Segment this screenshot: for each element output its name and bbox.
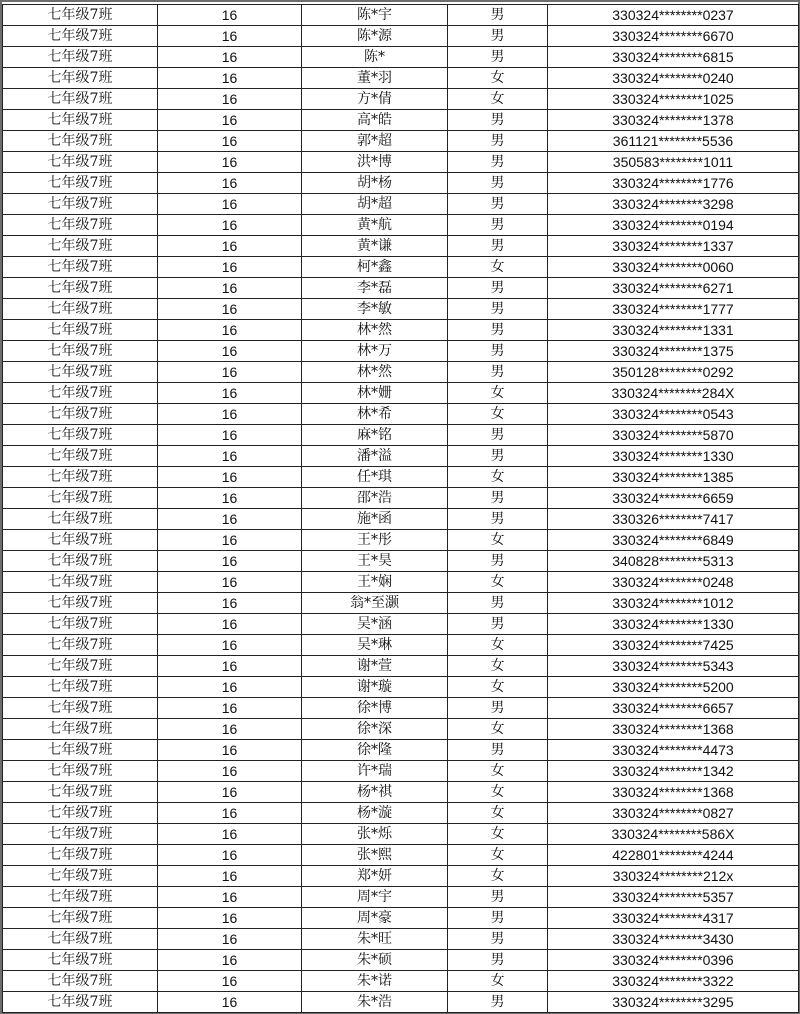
- number-cell: 16: [158, 5, 302, 26]
- id-number-cell: 330324********1012: [548, 593, 799, 614]
- class-cell: 七年级7班: [3, 173, 158, 194]
- gender-cell: 女: [448, 677, 548, 698]
- gender-cell: 男: [448, 341, 548, 362]
- student-name-cell: 李*敏: [302, 299, 448, 320]
- class-cell: 七年级7班: [3, 572, 158, 593]
- gender-cell: 男: [448, 278, 548, 299]
- table-row: [3, 5, 799, 26]
- table-row: [3, 68, 799, 89]
- gender-cell: 男: [448, 194, 548, 215]
- id-number-cell: 330324********3298: [548, 194, 799, 215]
- gender-cell: 男: [448, 887, 548, 908]
- class-cell: 七年级7班: [3, 866, 158, 887]
- gender-cell: 男: [448, 908, 548, 929]
- student-name-cell: 朱*硕: [302, 950, 448, 971]
- student-name-cell: 朱*旺: [302, 929, 448, 950]
- number-cell: 16: [158, 110, 302, 131]
- table-row: [3, 908, 799, 929]
- id-number-cell: 330324********1777: [548, 299, 799, 320]
- student-name-cell: 朱*诺: [302, 971, 448, 992]
- gender-cell: 男: [448, 509, 548, 530]
- id-number-cell: 330324********7425: [548, 635, 799, 656]
- gender-cell: 女: [448, 656, 548, 677]
- student-name-cell: 杨*祺: [302, 782, 448, 803]
- id-number-cell: 330324********6849: [548, 530, 799, 551]
- student-name-cell: 翁*至灏: [302, 593, 448, 614]
- class-cell: 七年级7班: [3, 467, 158, 488]
- class-cell: 七年级7班: [3, 362, 158, 383]
- class-cell: 七年级7班: [3, 614, 158, 635]
- student-name-cell: 郑*妍: [302, 866, 448, 887]
- table-row: [3, 614, 799, 635]
- number-cell: 16: [158, 89, 302, 110]
- gender-cell: 男: [448, 362, 548, 383]
- gender-cell: 女: [448, 845, 548, 866]
- class-cell: 七年级7班: [3, 383, 158, 404]
- class-cell: 七年级7班: [3, 488, 158, 509]
- id-number-cell: 330324********586X: [548, 824, 799, 845]
- id-number-cell: 330324********0237: [548, 5, 799, 26]
- table-row: [3, 257, 799, 278]
- number-cell: 16: [158, 698, 302, 719]
- id-number-cell: 330324********3295: [548, 992, 799, 1013]
- class-cell: 七年级7班: [3, 887, 158, 908]
- class-cell: 七年级7班: [3, 635, 158, 656]
- id-number-cell: 330324********5343: [548, 656, 799, 677]
- id-number-cell: 330324********0194: [548, 215, 799, 236]
- gender-cell: 男: [448, 5, 548, 26]
- student-name-cell: 许*瑞: [302, 761, 448, 782]
- id-number-cell: 330324********1368: [548, 782, 799, 803]
- gender-cell: 女: [448, 971, 548, 992]
- table-row: [3, 320, 799, 341]
- table-row: [3, 635, 799, 656]
- gender-cell: 男: [448, 425, 548, 446]
- table-row: [3, 215, 799, 236]
- number-cell: 16: [158, 446, 302, 467]
- gender-cell: 女: [448, 719, 548, 740]
- table-row: [3, 740, 799, 761]
- id-number-cell: 330326********7417: [548, 509, 799, 530]
- table-row: [3, 509, 799, 530]
- table-row: [3, 299, 799, 320]
- number-cell: 16: [158, 152, 302, 173]
- class-cell: 七年级7班: [3, 929, 158, 950]
- table-row: [3, 383, 799, 404]
- class-cell: 七年级7班: [3, 5, 158, 26]
- table-row: [3, 761, 799, 782]
- number-cell: 16: [158, 677, 302, 698]
- table-row: [3, 362, 799, 383]
- class-cell: 七年级7班: [3, 908, 158, 929]
- number-cell: 16: [158, 68, 302, 89]
- class-cell: 七年级7班: [3, 194, 158, 215]
- class-cell: 七年级7班: [3, 677, 158, 698]
- class-cell: 七年级7班: [3, 236, 158, 257]
- id-number-cell: 330324********0240: [548, 68, 799, 89]
- number-cell: 16: [158, 950, 302, 971]
- number-cell: 16: [158, 194, 302, 215]
- table-row: [3, 446, 799, 467]
- id-number-cell: 330324********1385: [548, 467, 799, 488]
- student-name-cell: 董*羽: [302, 68, 448, 89]
- table-row: [3, 950, 799, 971]
- student-name-cell: 潘*溢: [302, 446, 448, 467]
- id-number-cell: 330324********0060: [548, 257, 799, 278]
- gender-cell: 男: [448, 698, 548, 719]
- student-name-cell: 洪*博: [302, 152, 448, 173]
- student-name-cell: 高*皓: [302, 110, 448, 131]
- gender-cell: 女: [448, 467, 548, 488]
- table-row: [3, 194, 799, 215]
- table-row: [3, 467, 799, 488]
- number-cell: 16: [158, 803, 302, 824]
- class-cell: 七年级7班: [3, 47, 158, 68]
- student-name-cell: 吴*涵: [302, 614, 448, 635]
- table-row: [3, 887, 799, 908]
- student-name-cell: 王*昊: [302, 551, 448, 572]
- gender-cell: 女: [448, 824, 548, 845]
- student-name-cell: 徐*深: [302, 719, 448, 740]
- table-row: [3, 971, 799, 992]
- student-name-cell: 陈*源: [302, 26, 448, 47]
- table-row: [3, 152, 799, 173]
- student-name-cell: 任*琪: [302, 467, 448, 488]
- table-row: [3, 236, 799, 257]
- student-name-cell: 郭*超: [302, 131, 448, 152]
- gender-cell: 男: [448, 551, 548, 572]
- id-number-cell: 330324********1025: [548, 89, 799, 110]
- class-cell: 七年级7班: [3, 278, 158, 299]
- table-row: [3, 488, 799, 509]
- student-name-cell: 胡*超: [302, 194, 448, 215]
- student-name-cell: 施*函: [302, 509, 448, 530]
- table-row: [3, 26, 799, 47]
- class-cell: 七年级7班: [3, 803, 158, 824]
- class-cell: 七年级7班: [3, 404, 158, 425]
- id-number-cell: 330324********4473: [548, 740, 799, 761]
- class-cell: 七年级7班: [3, 89, 158, 110]
- id-number-cell: 350128********0292: [548, 362, 799, 383]
- student-name-cell: 周*宇: [302, 887, 448, 908]
- table-row: [3, 593, 799, 614]
- number-cell: 16: [158, 215, 302, 236]
- student-name-cell: 王*彤: [302, 530, 448, 551]
- class-cell: 七年级7班: [3, 320, 158, 341]
- number-cell: 16: [158, 383, 302, 404]
- gender-cell: 女: [448, 68, 548, 89]
- id-number-cell: 330324********5200: [548, 677, 799, 698]
- number-cell: 16: [158, 425, 302, 446]
- number-cell: 16: [158, 845, 302, 866]
- student-name-cell: 林*姗: [302, 383, 448, 404]
- gender-cell: 女: [448, 782, 548, 803]
- table-row: [3, 278, 799, 299]
- table-row: [3, 929, 799, 950]
- student-name-cell: 邵*浩: [302, 488, 448, 509]
- gender-cell: 男: [448, 320, 548, 341]
- class-cell: 七年级7班: [3, 68, 158, 89]
- class-cell: 七年级7班: [3, 761, 158, 782]
- number-cell: 16: [158, 782, 302, 803]
- table-row: [3, 656, 799, 677]
- number-cell: 16: [158, 26, 302, 47]
- class-cell: 七年级7班: [3, 740, 158, 761]
- number-cell: 16: [158, 635, 302, 656]
- student-name-cell: 柯*鑫: [302, 257, 448, 278]
- table-row: [3, 341, 799, 362]
- id-number-cell: 330324********1330: [548, 446, 799, 467]
- number-cell: 16: [158, 299, 302, 320]
- class-cell: 七年级7班: [3, 131, 158, 152]
- gender-cell: 男: [448, 173, 548, 194]
- gender-cell: 男: [448, 26, 548, 47]
- gender-cell: 男: [448, 992, 548, 1013]
- id-number-cell: 330324********0543: [548, 404, 799, 425]
- table-row: [3, 782, 799, 803]
- number-cell: 16: [158, 320, 302, 341]
- id-number-cell: 361121********5536: [548, 131, 799, 152]
- gender-cell: 女: [448, 761, 548, 782]
- student-name-cell: 麻*铭: [302, 425, 448, 446]
- number-cell: 16: [158, 509, 302, 530]
- student-name-cell: 杨*漩: [302, 803, 448, 824]
- number-cell: 16: [158, 47, 302, 68]
- id-number-cell: 330324********6657: [548, 698, 799, 719]
- number-cell: 16: [158, 824, 302, 845]
- roster-table-body: [3, 5, 799, 1013]
- number-cell: 16: [158, 362, 302, 383]
- class-cell: 七年级7班: [3, 824, 158, 845]
- gender-cell: 男: [448, 929, 548, 950]
- number-cell: 16: [158, 131, 302, 152]
- class-cell: 七年级7班: [3, 257, 158, 278]
- number-cell: 16: [158, 866, 302, 887]
- gender-cell: 男: [448, 299, 548, 320]
- id-number-cell: 330324********1342: [548, 761, 799, 782]
- student-name-cell: 黄*谦: [302, 236, 448, 257]
- number-cell: 16: [158, 572, 302, 593]
- id-number-cell: 330324********5870: [548, 425, 799, 446]
- class-cell: 七年级7班: [3, 215, 158, 236]
- gender-cell: 女: [448, 803, 548, 824]
- class-cell: 七年级7班: [3, 530, 158, 551]
- number-cell: 16: [158, 530, 302, 551]
- id-number-cell: 330324********1331: [548, 320, 799, 341]
- table-row: [3, 110, 799, 131]
- class-cell: 七年级7班: [3, 593, 158, 614]
- class-cell: 七年级7班: [3, 656, 158, 677]
- student-name-cell: 林*然: [302, 320, 448, 341]
- student-name-cell: 李*磊: [302, 278, 448, 299]
- number-cell: 16: [158, 761, 302, 782]
- class-cell: 七年级7班: [3, 551, 158, 572]
- number-cell: 16: [158, 173, 302, 194]
- student-name-cell: 谢*萱: [302, 656, 448, 677]
- number-cell: 16: [158, 341, 302, 362]
- table-row: [3, 404, 799, 425]
- gender-cell: 男: [448, 593, 548, 614]
- table-row: [3, 866, 799, 887]
- table-row: [3, 845, 799, 866]
- class-cell: 七年级7班: [3, 446, 158, 467]
- class-cell: 七年级7班: [3, 992, 158, 1013]
- number-cell: 16: [158, 740, 302, 761]
- number-cell: 16: [158, 614, 302, 635]
- student-name-cell: 林*万: [302, 341, 448, 362]
- gender-cell: 男: [448, 740, 548, 761]
- gender-cell: 男: [448, 236, 548, 257]
- table-row: [3, 824, 799, 845]
- id-number-cell: 330324********3430: [548, 929, 799, 950]
- id-number-cell: 330324********6271: [548, 278, 799, 299]
- roster-table: [2, 4, 799, 1013]
- number-cell: 16: [158, 992, 302, 1013]
- number-cell: 16: [158, 467, 302, 488]
- table-row: [3, 173, 799, 194]
- gender-cell: 男: [448, 110, 548, 131]
- number-cell: 16: [158, 929, 302, 950]
- student-name-cell: 谢*璇: [302, 677, 448, 698]
- gender-cell: 女: [448, 572, 548, 593]
- class-cell: 七年级7班: [3, 950, 158, 971]
- number-cell: 16: [158, 257, 302, 278]
- student-name-cell: 林*希: [302, 404, 448, 425]
- table-row: [3, 425, 799, 446]
- student-name-cell: 陈*宇: [302, 5, 448, 26]
- class-cell: 七年级7班: [3, 719, 158, 740]
- id-number-cell: 422801********4244: [548, 845, 799, 866]
- id-number-cell: 330324********1337: [548, 236, 799, 257]
- student-name-cell: 朱*浩: [302, 992, 448, 1013]
- gender-cell: 男: [448, 47, 548, 68]
- id-number-cell: 330324********0248: [548, 572, 799, 593]
- id-number-cell: 330324********1375: [548, 341, 799, 362]
- id-number-cell: 330324********0396: [548, 950, 799, 971]
- id-number-cell: 330324********0827: [548, 803, 799, 824]
- gender-cell: 男: [448, 950, 548, 971]
- table-row: [3, 803, 799, 824]
- gender-cell: 男: [448, 614, 548, 635]
- id-number-cell: 330324********3322: [548, 971, 799, 992]
- student-name-cell: 徐*博: [302, 698, 448, 719]
- gender-cell: 女: [448, 404, 548, 425]
- class-cell: 七年级7班: [3, 341, 158, 362]
- id-number-cell: 330324********212x: [548, 866, 799, 887]
- table-row: [3, 131, 799, 152]
- gender-cell: 男: [448, 215, 548, 236]
- table-row: [3, 89, 799, 110]
- gender-cell: 男: [448, 152, 548, 173]
- table-row: [3, 992, 799, 1013]
- class-cell: 七年级7班: [3, 110, 158, 131]
- id-number-cell: 330324********4317: [548, 908, 799, 929]
- id-number-cell: 330324********6815: [548, 47, 799, 68]
- number-cell: 16: [158, 551, 302, 572]
- id-number-cell: 330324********284X: [548, 383, 799, 404]
- id-number-cell: 330324********1776: [548, 173, 799, 194]
- gender-cell: 女: [448, 635, 548, 656]
- student-name-cell: 方*倩: [302, 89, 448, 110]
- class-cell: 七年级7班: [3, 782, 158, 803]
- gender-cell: 女: [448, 530, 548, 551]
- table-row: [3, 698, 799, 719]
- class-cell: 七年级7班: [3, 845, 158, 866]
- student-name-cell: 林*然: [302, 362, 448, 383]
- gender-cell: 男: [448, 446, 548, 467]
- gender-cell: 女: [448, 89, 548, 110]
- class-cell: 七年级7班: [3, 299, 158, 320]
- id-number-cell: 330324********1368: [548, 719, 799, 740]
- id-number-cell: 330324********1378: [548, 110, 799, 131]
- student-name-cell: 陈*: [302, 47, 448, 68]
- class-cell: 七年级7班: [3, 698, 158, 719]
- table-row: [3, 551, 799, 572]
- gender-cell: 女: [448, 383, 548, 404]
- class-cell: 七年级7班: [3, 971, 158, 992]
- gender-cell: 女: [448, 866, 548, 887]
- id-number-cell: 330324********6670: [548, 26, 799, 47]
- student-name-cell: 胡*杨: [302, 173, 448, 194]
- number-cell: 16: [158, 656, 302, 677]
- table-row: [3, 47, 799, 68]
- student-name-cell: 张*烁: [302, 824, 448, 845]
- id-number-cell: 330324********5357: [548, 887, 799, 908]
- number-cell: 16: [158, 887, 302, 908]
- id-number-cell: 350583********1011: [548, 152, 799, 173]
- gender-cell: 女: [448, 257, 548, 278]
- number-cell: 16: [158, 278, 302, 299]
- class-cell: 七年级7班: [3, 425, 158, 446]
- number-cell: 16: [158, 971, 302, 992]
- class-cell: 七年级7班: [3, 26, 158, 47]
- id-number-cell: 340828********5313: [548, 551, 799, 572]
- id-number-cell: 330324********1330: [548, 614, 799, 635]
- student-name-cell: 徐*隆: [302, 740, 448, 761]
- gender-cell: 男: [448, 131, 548, 152]
- table-row: [3, 530, 799, 551]
- number-cell: 16: [158, 236, 302, 257]
- gender-cell: 男: [448, 488, 548, 509]
- student-name-cell: 张*熙: [302, 845, 448, 866]
- number-cell: 16: [158, 593, 302, 614]
- number-cell: 16: [158, 488, 302, 509]
- student-name-cell: 王*娴: [302, 572, 448, 593]
- number-cell: 16: [158, 404, 302, 425]
- number-cell: 16: [158, 908, 302, 929]
- id-number-cell: 330324********6659: [548, 488, 799, 509]
- class-cell: 七年级7班: [3, 152, 158, 173]
- table-row: [3, 719, 799, 740]
- table-row: [3, 572, 799, 593]
- student-name-cell: 黄*航: [302, 215, 448, 236]
- student-name-cell: 周*豪: [302, 908, 448, 929]
- student-name-cell: 吴*琳: [302, 635, 448, 656]
- number-cell: 16: [158, 719, 302, 740]
- table-row: [3, 677, 799, 698]
- class-cell: 七年级7班: [3, 509, 158, 530]
